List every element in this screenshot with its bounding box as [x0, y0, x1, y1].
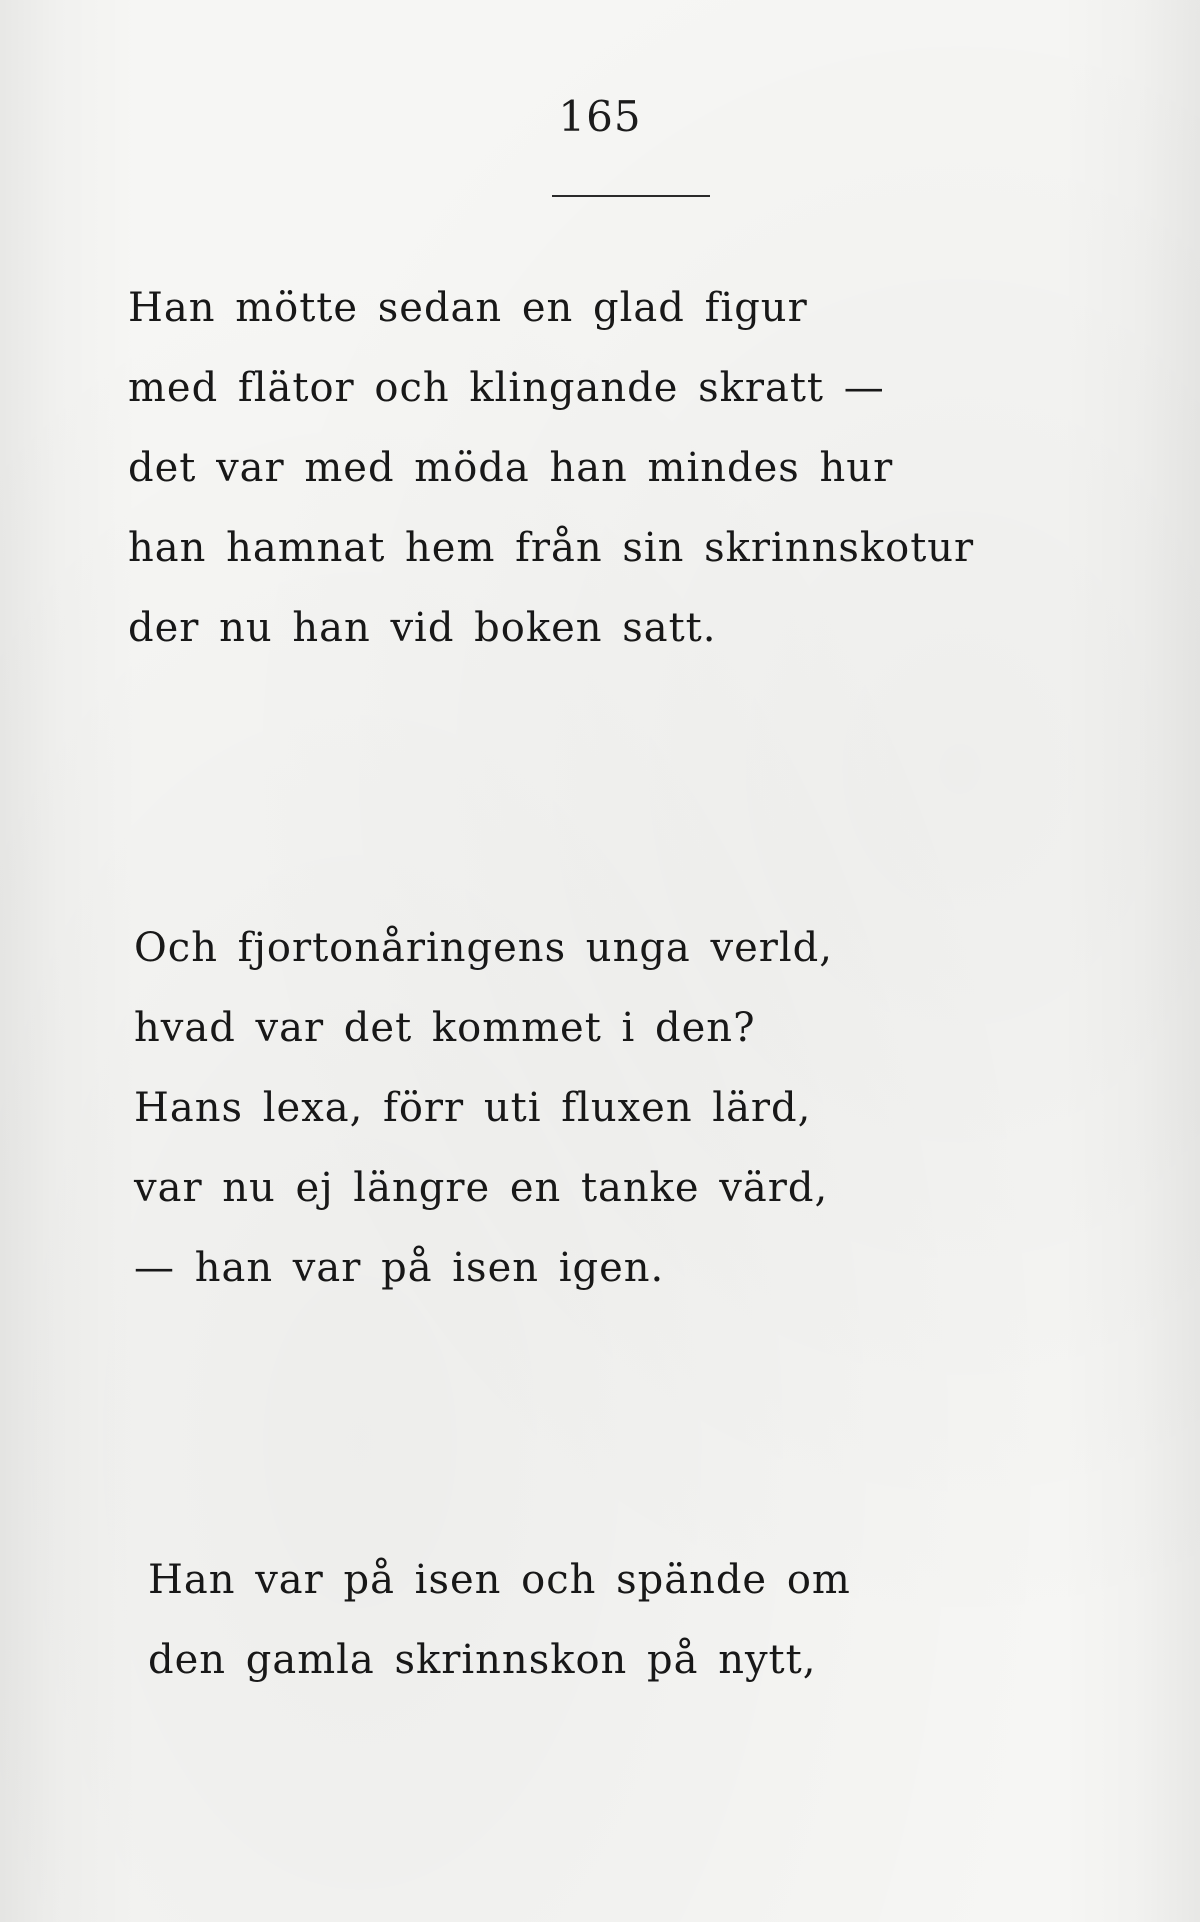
- stanza-2: [134, 908, 833, 1308]
- page-number: 165: [558, 92, 642, 141]
- verse-line: han hamnat hem från sin skrinnskotur: [128, 525, 975, 571]
- verse-line: det var med möda han mindes hur: [128, 445, 894, 491]
- stanza-3: [148, 1540, 851, 1700]
- verse-line: Och fjortonåringens unga verld,: [134, 925, 833, 971]
- stanza-1: [128, 268, 974, 668]
- verse-line: hvad var det kommet i den?: [134, 1005, 756, 1051]
- verse-line: Han var på isen och spände om: [148, 1557, 851, 1603]
- verse-line: der nu han vid boken satt.: [128, 605, 717, 651]
- verse-line: med flätor och klingande skratt —: [128, 365, 885, 411]
- verse-line: Han mötte sedan en glad figur: [128, 285, 808, 331]
- verse-line: den gamla skrinnskon på nytt,: [148, 1637, 817, 1683]
- verse-line: Hans lexa, förr uti fluxen lärd,: [134, 1085, 812, 1131]
- verse-line: var nu ej längre en tanke värd,: [134, 1165, 829, 1211]
- header-rule: [552, 195, 710, 197]
- verse-line: — han var på isen igen.: [134, 1245, 665, 1291]
